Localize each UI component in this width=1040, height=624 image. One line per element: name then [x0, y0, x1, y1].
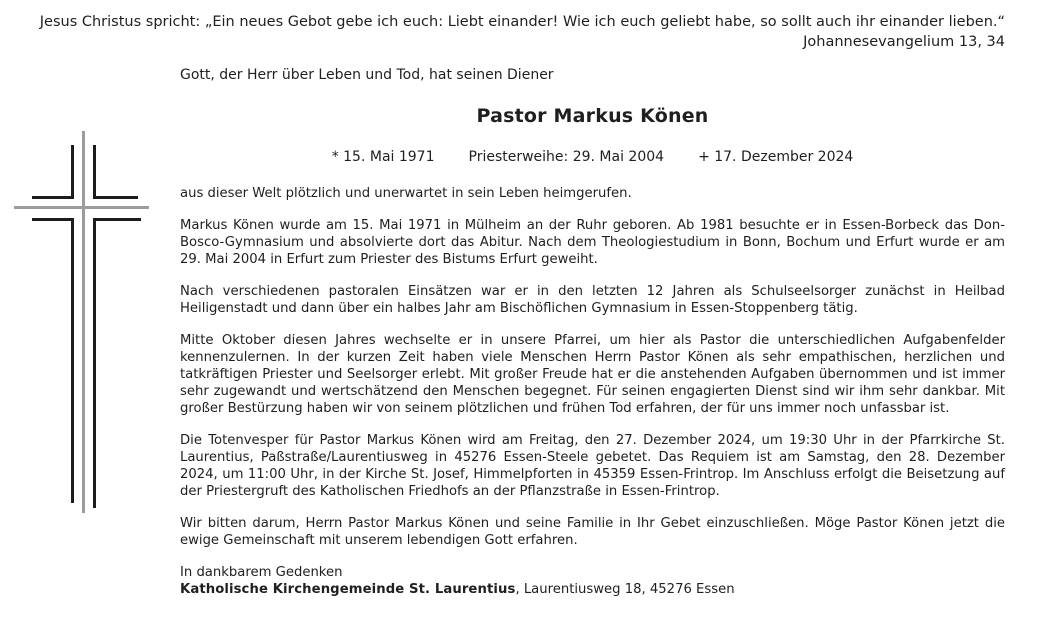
body-paragraph: Wir bitten darum, Herrn Pastor Markus Könen und seine Familie in Ihr Gebet einzuschließen. Möge Pastor Könen jetzt die ewige Gemeinschaft mit unserem lebendigen Gott erfahren. — [180, 516, 1005, 548]
body-paragraph: Markus Könen wurde am 15. Mai 1971 in Mülheim an der Ruhr geboren. Ab 1981 besuchte er in Essen-Borbeck das Don-Bosco-Gymnasium und absolvierte dort das Abitur. Nach dem Theologiestudium in Bonn, Bochum und Erfurt wurde er am 29. Mai 2004 in Erfurt zum Priester des Bistums Erfurt geweiht. — [180, 218, 1005, 267]
closing-line: In dankbarem Gedenken — [180, 565, 343, 580]
cross-upper-right-vertical-line — [93, 145, 96, 199]
organization-name: Katholische Kirchengemeinde St. Laurentius — [180, 582, 516, 597]
death-date: + 17. Dezember 2024 — [698, 149, 854, 165]
cross-horizontal-gray-line — [14, 206, 149, 209]
scripture-quote: Jesus Christus spricht: „Ein neues Gebot gebe ich euch: Liebt einander! Wie ich euch geliebt habe, so sollt auch ihr einander lieben.“ — [39, 14, 1005, 30]
body-paragraph: Die Totenvesper für Pastor Markus Könen wird am Freitag, den 27. Dezember 2024, um 19:30 Uhr in der Pfarrkirche St. Laurentius, Paßstraße/Laurentiusweg in 45276 Essen-Steele gebetet. Das Requiem ist am Samstag, den 28. Dezember 2024, um 11:00 Uhr, in der Kirche St. Josef, Himmelpforten in 45359 Essen-Frintrop. Im Anschluss erfolgt die Beisetzung auf der Priestergruft des Katholischen Friedhofs an der Pflanzstraße in Essen-Frintrop. — [180, 433, 1005, 499]
cross-lower-right-arm-line — [93, 218, 141, 221]
cross-vertical-gray-line — [82, 131, 85, 513]
cross-lower-left-arm-line — [32, 218, 74, 221]
cross-upper-left-vertical-line — [71, 145, 74, 199]
life-dates-row — [180, 148, 1005, 166]
closing-signature — [180, 581, 1005, 598]
body-paragraph: Nach verschiedenen pastoralen Einsätzen war er in den letzten 12 Jahren als Schulseelsorger zunächst in Heilbad Heiligenstadt und dann über ein halbes Jahr am Bischöflichen Gymnasium in Essen-Stoppenberg tätig. — [180, 284, 1005, 316]
body-paragraph: aus dieser Welt plötzlich und unerwartet in sein Leben heimgerufen. — [180, 186, 632, 201]
cross-upper-left-arm-line — [32, 196, 74, 199]
body-paragraph: Mitte Oktober diesen Jahres wechselte er in unsere Pfarrei, um hier als Pastor die unterschiedlichen Aufgabenfelder kennenzulernen. In der kurzen Zeit haben viele Menschen Herrn Pastor Könen als sehr empathischen, herzlichen und tatkräftigen Priester und Seelsorger erlebt. Mit großer Freude hat er die anstehenden Aufgaben übernommen und ist immer sehr zugewandt und wertschätzend den Menschen begegnet. Für seinen engagierten Dienst sind wir ihm sehr dankbar. Mit großer Bestürzung haben wir von seinem plötzlichen und frühen Tod erfahren, der für uns immer noch unfassbar ist. — [180, 333, 1005, 416]
organization-address: , Laurentiusweg 18, 45276 Essen — [515, 582, 735, 597]
scripture-source: Johannesevangelium 13, 34 — [803, 34, 1005, 50]
deceased-name: Pastor Markus Könen — [476, 105, 709, 127]
cross-lower-right-vertical-line — [93, 218, 96, 508]
ordination-date: Priesterweihe: 29. Mai 2004 — [468, 149, 665, 165]
main-content — [180, 66, 1005, 598]
cross-icon — [0, 125, 170, 525]
cross-upper-right-arm-line — [93, 196, 138, 199]
intro-line: Gott, der Herr über Leben und Tod, hat seinen Diener — [180, 67, 554, 83]
birth-date: * 15. Mai 1971 — [331, 149, 435, 165]
cross-lower-left-vertical-line — [71, 218, 74, 503]
scripture-quote-block — [30, 12, 1005, 52]
closing-block — [180, 564, 1005, 598]
